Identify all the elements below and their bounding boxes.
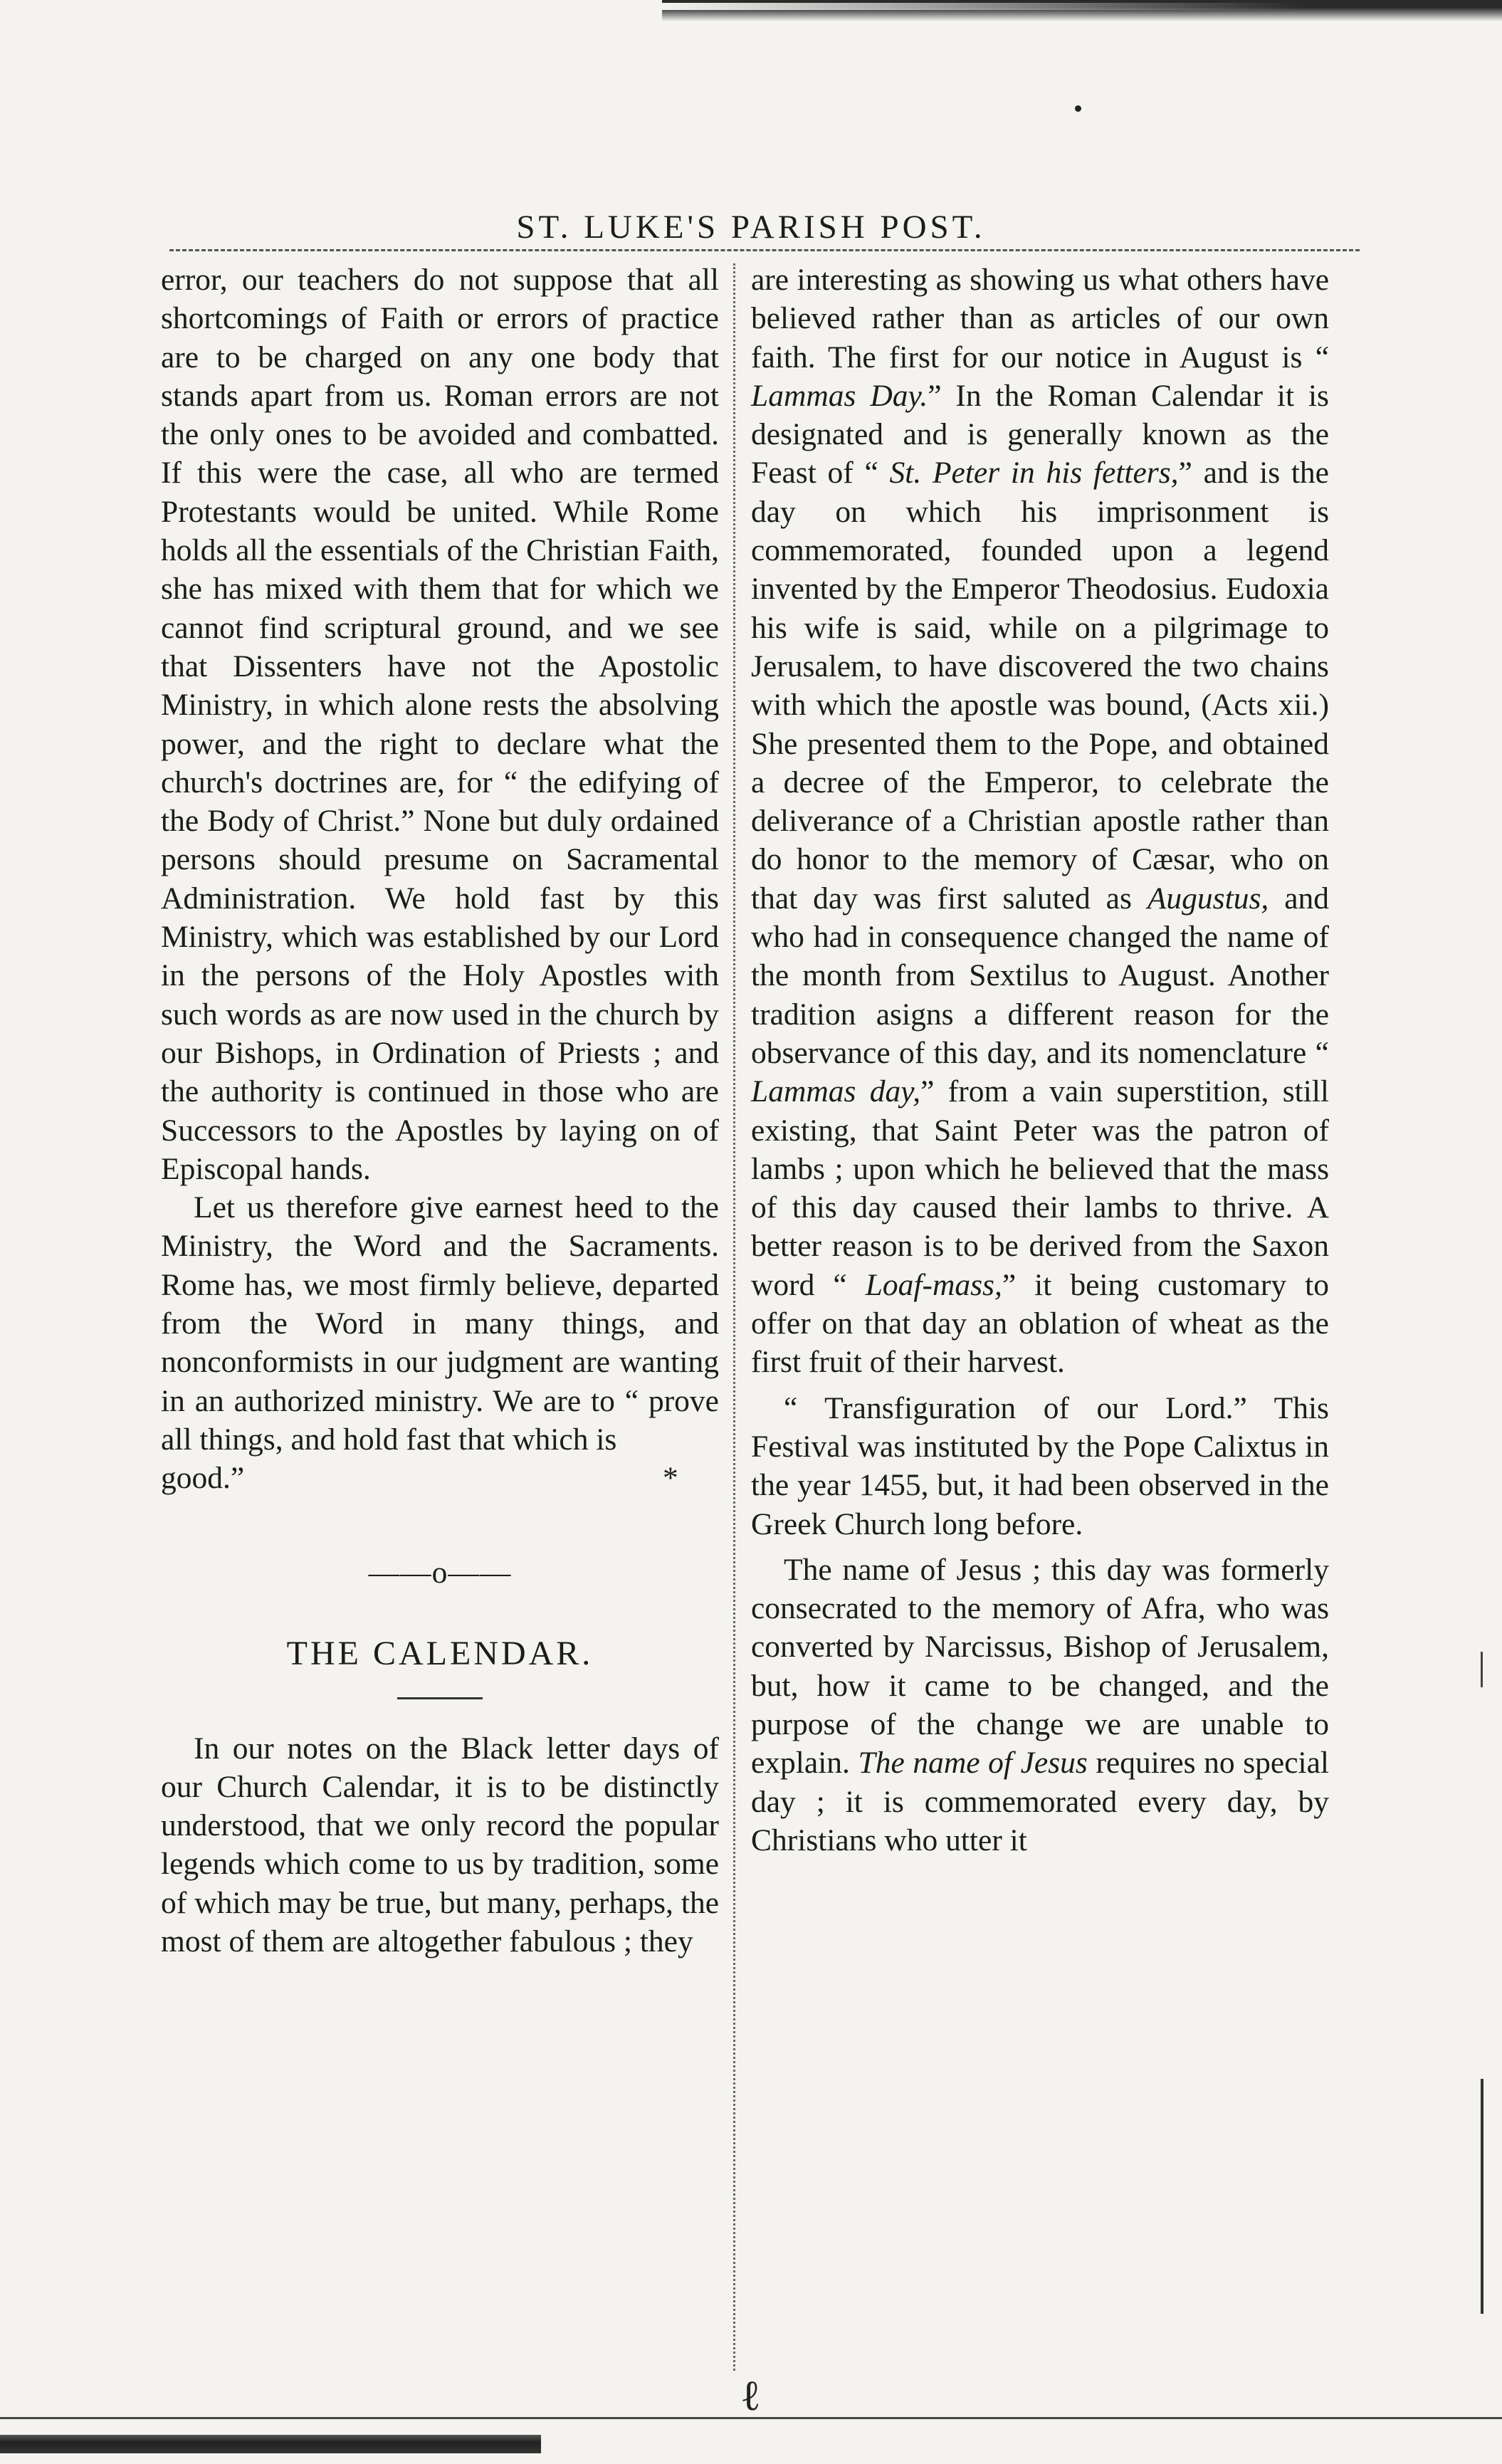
page-mark: ℓ (740, 2371, 761, 2421)
calendar-paragraph: In our notes on the Black letter days of our Church Calendar, it is to be distinctly understood, that we only record the popular legends which come to us by tradition, some of which may be true, but many, perhaps, the most of them are altogether fabulous ; they (161, 1731, 719, 1959)
lammas-text-a: are interesting as showing us what others have believed rather than as articles of our own faith. The first for our notice in August is “ (751, 263, 1329, 374)
asterisk-mark: * (663, 1461, 678, 1496)
lammas-day-italic-2: Lammas day, (751, 1074, 921, 1109)
lammas-day-italic: Lammas Day. (751, 378, 928, 413)
column-separator (733, 263, 735, 2371)
name-of-jesus-paragraph (751, 1551, 1329, 1860)
right-column (751, 261, 1329, 1860)
augustus-italic: Augustus, (1147, 881, 1269, 916)
lammas-text-e: ” and is the day on which his imprisonment is commemorated, founded upon a legend invented by the Emperor Theodosius. Eudoxia his wife is said, while on a pilgrimage to Jerusalem, to have discovered the two chains with which the apostle was bound, (Acts xii.) She presented them to the Pope, and obtained a decree of the Emperor, to celebrate the deliverance of a Christian apostle rather than do honor to the memory of Cæsar, who on that day was first saluted as (751, 456, 1329, 916)
bottom-scan-edge (0, 2435, 541, 2453)
name-of-jesus-italic: The name of Jesus (858, 1746, 1088, 1781)
lammas-text-c: ” In the Roman Calendar it is designated and is generally known as the Feast of “ (751, 378, 1329, 491)
transfiguration-paragraph: “ Transfiguration of our Lord.” This Festival was instituted by the Pope Calixtus in the year 1455, but, it had been observed in the Greek Church long before. (751, 1390, 1329, 1541)
running-title: ST. LUKE'S PARISH POST. (516, 209, 986, 246)
right-scan-mark-2 (1481, 1652, 1483, 1687)
loaf-mass-italic: Loaf-mass, (865, 1267, 1002, 1302)
header-rule (169, 249, 1360, 251)
ink-dot (1075, 105, 1081, 112)
calendar-section-title: THE CALENDAR. (286, 1634, 594, 1672)
top-scan-edge-fade (662, 3, 1303, 10)
lammas-text-g: and who had in consequence changed the name of the month from Sextilus to August. Another tradition asigns a different reason for the observance of this day, and its nomenclature “ (751, 881, 1329, 1070)
left-paragraph-2: Let us therefore give earnest heed to the Ministry, the Word and the Sacraments. Rome has, we most firmly believe, departed from the Word in many things, and nonconformists in our judgment are wanting in an authorized ministry. We are to “ prove all things, and hold fast that which is (161, 1190, 719, 1457)
jesus-text-a: The name of Jesus ; this day was formerly consecrated to the memory of Afra, who was converted by Narcissus, Bishop of Jerusalem, but, how it came to be changed, and the purpose of the change we are unable to explain. (751, 1552, 1329, 1781)
right-scan-mark (1481, 2079, 1483, 2314)
paragraph-gap-2 (751, 1543, 1329, 1551)
last-line-text: good.” (161, 1461, 245, 1496)
st-peter-italic: St. Peter in his fetters, (889, 456, 1179, 491)
left-column (161, 261, 719, 1961)
left-paragraph-1: error, our teachers do not suppose that all shortcomings of Faith or errors of practice are to be charged on any one body that stands apart from us. Roman errors are not the only ones to be avoided and combatted. If this were the case, all who are termed Protestants would be united. While Rome holds all the essentials of the Christian Faith, she has mixed with them that for which we cannot find scriptural ground, and we see that Dissenters have not the Apostolic Ministry, in which alone rests the absolving power, and the right to declare what the church's doctrines are, for “ the edifying of the Body of Christ.” None but duly ordained persons should presume on Sacramental Administration. We hold fast by this Ministry, which was established by our Lord in the persons of the Holy Apostles with such words as are now used in the church by our Bishops, in Ordination of Priests ; and the authority is continued in those who are Successors to the Apostles by laying on of Episcopal hands. (161, 263, 719, 1186)
jesus-text-c: requires no special day ; it is commemorated every day, by Christians who utter it (751, 1746, 1330, 1857)
lammas-text-k: ” it being customary to offer on that day an oblation of wheat as the first fruit of their harvest. (751, 1267, 1329, 1380)
lammas-text-i: ” from a vain superstition, still existing, that Saint Peter was the patron of lambs ; upon which he believed that the mass of this day caused their lambs to thrive. A better reason is to be derived from the Saxon word “ (751, 1074, 1329, 1302)
paragraph-gap (751, 1382, 1329, 1389)
section-divider: ——o—— (368, 1555, 512, 1590)
lammas-paragraph (751, 261, 1329, 1382)
left-paragraph-2-end (161, 1459, 719, 1497)
title-rule (397, 1697, 483, 1699)
